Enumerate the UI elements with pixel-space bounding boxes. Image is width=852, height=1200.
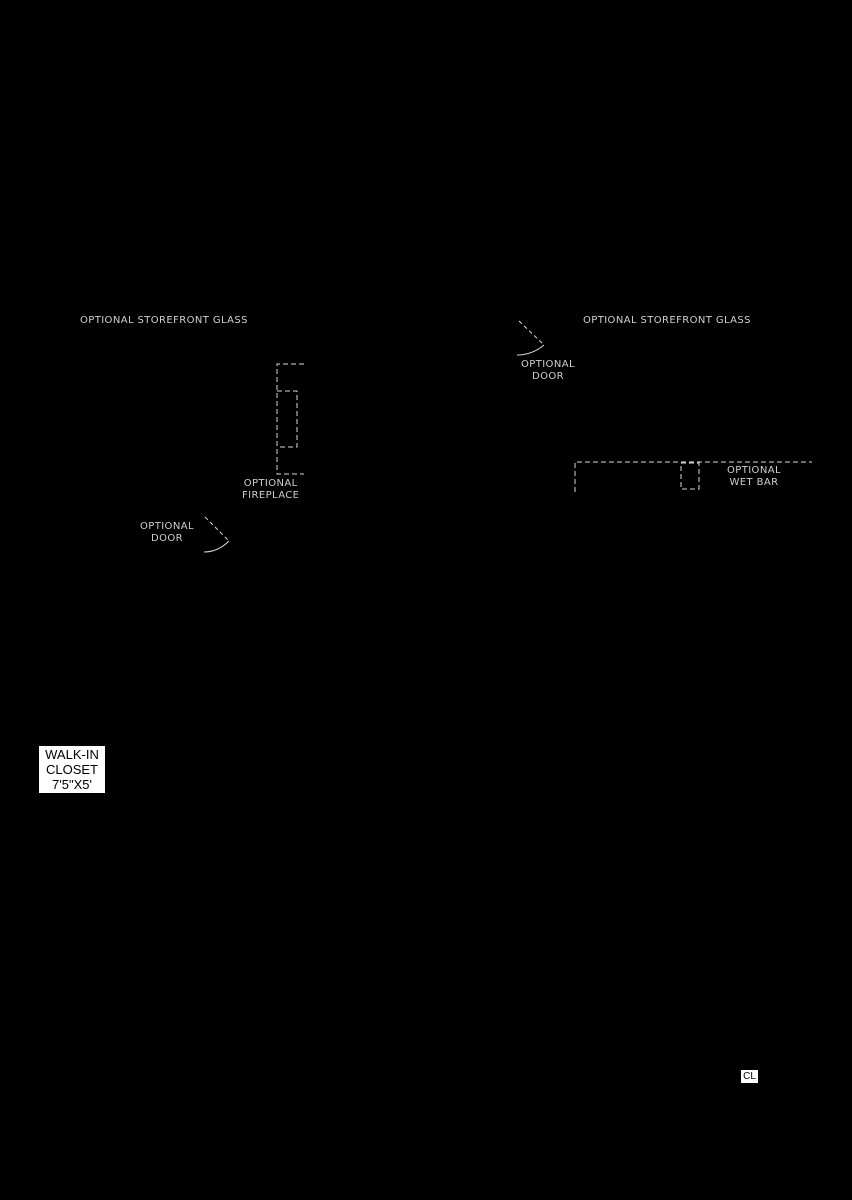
- fireplace-outline: [277, 364, 304, 474]
- optional-fireplace-label: OPTIONAL FIREPLACE: [242, 478, 300, 501]
- walk-in-closet-tag: WALK-IN CLOSET 7'5"X5': [39, 746, 105, 793]
- door-swing-left: [204, 517, 229, 552]
- optional-door-left-label: OPTIONAL DOOR: [140, 521, 194, 544]
- closet-tag: CL: [741, 1070, 758, 1083]
- storefront-glass-right-label: OPTIONAL STOREFRONT GLASS: [583, 315, 751, 326]
- optional-door-top-label: OPTIONAL DOOR: [521, 359, 575, 382]
- storefront-glass-left-label: OPTIONAL STOREFRONT GLASS: [80, 315, 248, 326]
- door-swing-top: [517, 321, 544, 355]
- optional-wet-bar-label: OPTIONAL WET BAR: [727, 465, 781, 488]
